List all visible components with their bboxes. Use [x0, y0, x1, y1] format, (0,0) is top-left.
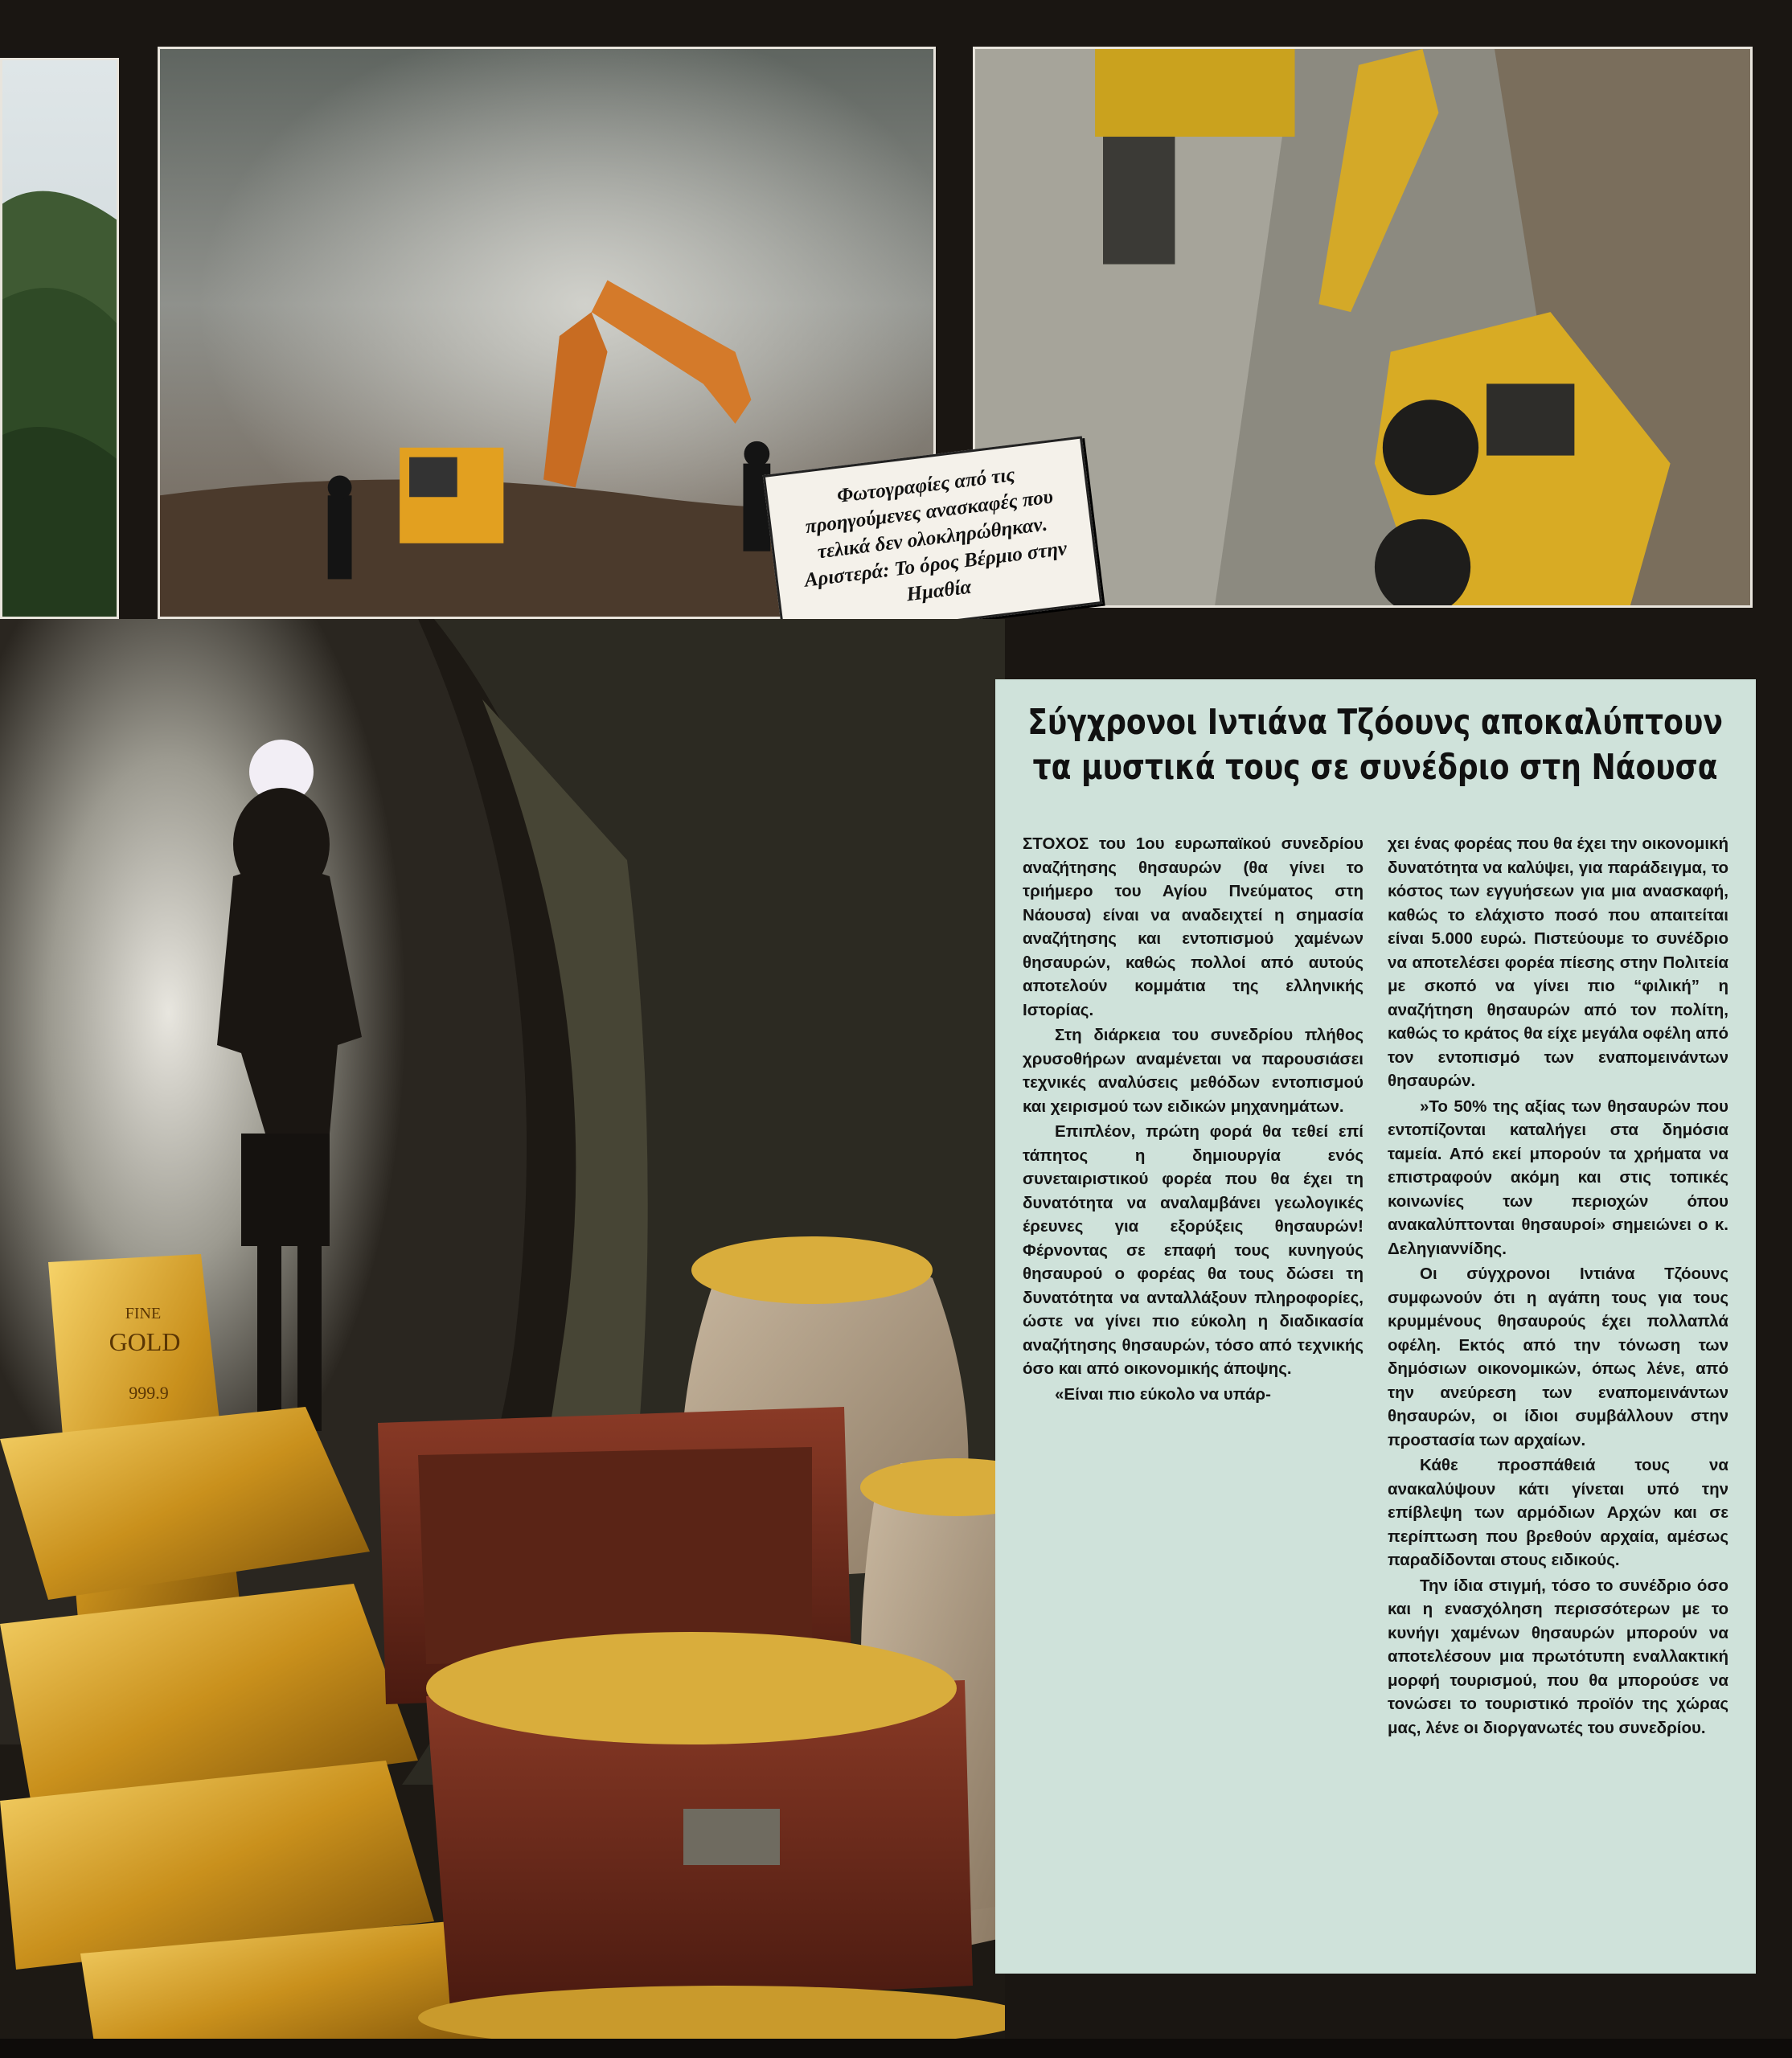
article-paragraph: χει ένας φορέας που θα έχει την οικονομική δυνατότητα να καλύψει, για παράδειγμα, το κόστος των εγγυήσεων για μια ανασκαφή, καθώς το ελάχιστο ποσό που απαιτείται είναι 5.000 ευρώ. Πιστεύουμε το συνέδριο να αποτελέσει φορέα πίεσης στην Πολιτεία με σκοπό να γίνει πιο “φιλική” η αναζήτηση θησαυρών από τον πολίτη, καθώς το κράτος θα είχε μεγάλα οφέλη από τον εντοπισμό των εναπομεινάντων θησαυρών. [1388, 834, 1728, 1090]
gold-bar-purity-text: 999.9 [129, 1383, 169, 1403]
article-box [995, 679, 1756, 1974]
article-column-2 [1388, 832, 1728, 1958]
photo-caption: Φωτογραφίες από τις προηγούμενες ανασκαφές που τελικά δεν ολοκληρώθηκαν. Αριστερά: Το όρος Βέρμιο στην Ημαθία [763, 436, 1103, 642]
article-paragraph: Κάθε προσπάθειά τους να ανακαλύψουν κάτι γίνεται υπό την επίβλεψη των αρμόδιων Αρχών και σε περίπτωση που βρεθούν αρχαία, αμέσως παραδίδονται στους ειδικούς. [1388, 1456, 1728, 1569]
photo-cave-treasure-illustration [0, 619, 1005, 2058]
page-bottom-edge [0, 2039, 1792, 2058]
article-headline: Σύγχρονοι Ιντιάνα Τζόουνς αποκαλύπτουν τα μυστικά τους σε συνέδριο στη Νάουσα [1027, 702, 1724, 788]
article-paragraph: Επιπλέον, πρώτη φορά θα τεθεί επί τάπητος η δημιουργία ενός συνεταιριστικού φορέα που θα έχει τη δυνατότητα να αναλαμβάνει γεωλογικές έρευνες για εξορύξεις θησαυρών! Φέρνοντας σε επαφή τους κυνηγούς θησαυρού ο φορέας θα τους δώσει τη δυνατότητα να ανταλλάξουν πληροφορίες, ώστε να γίνει πιο εύκολη η διαδικασία αναζήτησης θησαυρών, τόσο από τεχνικής όσο και από οικονομικής άποψης. [1023, 1122, 1363, 1378]
gold-bar-fine-text: FINE [125, 1305, 162, 1322]
article-paragraph: Την ίδια στιγμή, τόσο το συνέδριο όσο και η ενασχόληση περισσότερων με το κυνήγι χαμένων θησαυρών μπορούν να αποτελέσουν μια πρωτότυπη εναλλακτική μορφή τουρισμού, που θα μπορούσε να τονώσει το τουριστικό προϊόν της χώρας μας, λένε οι διοργανωτές του συνεδρίου. [1388, 1576, 1728, 1737]
article-column-1 [1023, 832, 1363, 1958]
article-paragraph: ΣΤΟΧΟΣ του 1ου ευρωπαϊκού συνεδρίου αναζήτησης θησαυρών (θα γίνει το τριήμερο του Αγίου Πνεύματος στη Νάουσα) είναι να αναδειχτεί η σημασία αναζήτησης και εντοπισμού χαμένων θησαυρών, καθώς πολλοί από αυτούς αποτελούν κομμάτια της ελληνικής Ιστορίας. [1023, 834, 1363, 1019]
article-paragraph: Στη διάρκεια του συνεδρίου πλήθος χρυσοθήρων αναμένεται να παρουσιάσει τεχνικές αναλύσεις μεθόδων εντοπισμού και χειρισμού των ειδικών μηχανημάτων. [1023, 1026, 1363, 1116]
article-paragraph: Οι σύγχρονοι Ιντιάνα Τζόουνς συμφωνούν ότι η αγάπη τους για τους κρυμμένους θησαυρούς έχει πολλαπλά οφέλη. Εκτός από την τόνωση των δημόσιων οικονομικών, όπως λένε, από την ανεύρεση των εναπομεινάντων θησαυρών, οι ίδιοι συμβάλλουν στην προστασία των αρχαίων. [1388, 1265, 1728, 1449]
photo-mountain-vermio [0, 58, 119, 619]
gold-bar-gold-text: GOLD [109, 1327, 181, 1356]
article-paragraph: »Το 50% της αξίας των θησαυρών που εντοπίζονται καταλήγει στα δημόσια ταμεία. Από εκεί μπορούν τα χρήματα να επιστραφούν ακόμη και στις τοπικές κοινωνίες των περιοχών όπου ανακαλύπτονται θησαυροί» σημειώνει ο κ. Δεληγιαννίδης. [1388, 1097, 1728, 1258]
article-paragraph: «Είναι πιο εύκολο να υπάρ- [1055, 1384, 1271, 1404]
